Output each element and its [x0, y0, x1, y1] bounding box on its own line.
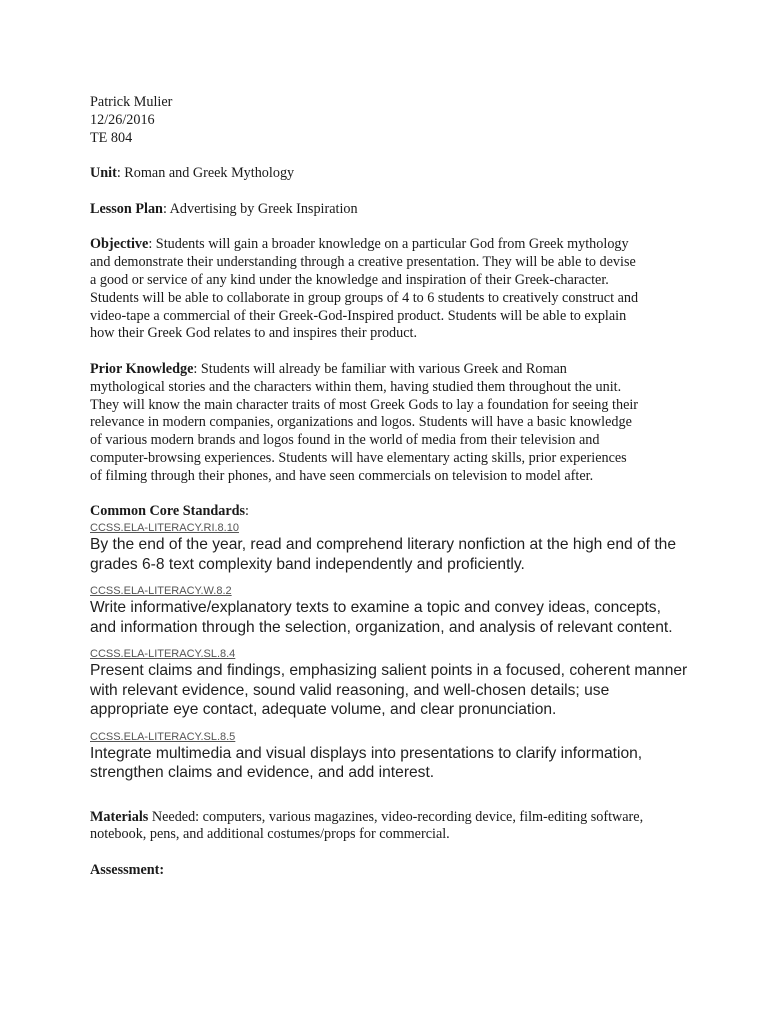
objective-text: : Students will gain a broader knowledge on a particular God from Greek mythology [148, 236, 629, 253]
objective-line [90, 236, 690, 254]
standard-item [90, 647, 690, 720]
standard-text-line: and information through the selection, organization, and analysis of relevant content. [90, 618, 673, 636]
assessment-label: Assessment: [90, 862, 165, 879]
document-page [90, 94, 690, 880]
spacer [90, 844, 690, 862]
spacer [90, 183, 690, 201]
materials-label: Materials [90, 808, 149, 825]
prior-knowledge-line: relevance in modern companies, organizations and logos. Students will have a basic knowledge [90, 414, 632, 431]
standard-description [90, 744, 690, 783]
prior-knowledge-line: They will know the main character traits of most Greek Gods to lay a foundation for seeing their [90, 396, 639, 413]
standard-code-link[interactable]: CCSS.ELA-LITERACY.W.8.2 [90, 585, 232, 598]
spacer [90, 343, 690, 361]
prior-knowledge-line: mythological stories and the characters within them, having studied them throughout the unit. [90, 378, 622, 395]
standard-code-link[interactable]: CCSS.ELA-LITERACY.SL.8.4 [90, 648, 236, 661]
standard-code-link[interactable]: CCSS.ELA-LITERACY.RI.8.10 [90, 522, 239, 535]
standard-description [90, 598, 690, 637]
standard-text-line: strengthen claims and evidence, and add interest. [90, 764, 435, 782]
objective-line: a good or service of any kind under the knowledge and inspiration of their Greek-character. [90, 271, 609, 288]
standard-code-link[interactable]: CCSS.ELA-LITERACY.SL.8.5 [90, 730, 236, 743]
objective-line: how their Greek God relates to and inspires their product. [90, 325, 418, 342]
objective-line: Students will be able to collaborate in group groups of 4 to 6 students to creatively construct and [90, 289, 639, 306]
header-block [90, 94, 690, 147]
unit-label: Unit [90, 165, 117, 182]
standard-item [90, 584, 690, 637]
prior-knowledge-text: : Students will already be familiar with various Greek and Roman [193, 360, 567, 377]
unit-line [90, 165, 690, 183]
standard-text-line: with relevant evidence, sound valid reasoning, and well-chosen details; use [90, 681, 610, 699]
standard-text-line: Write informative/explanatory texts to examine a topic and convey ideas, concepts, [90, 599, 661, 617]
standard-text-line: grades 6-8 text complexity band independently and proficiently. [90, 555, 525, 573]
standards-heading-colon: : [245, 503, 249, 520]
lesson-plan-label: Lesson Plan [90, 200, 163, 217]
objective-line: video-tape a commercial of their Greek-God-Inspired product. Students will be able to explain [90, 307, 627, 324]
materials-section [90, 809, 690, 845]
prior-knowledge-line: of various modern brands and logos found in the world of media from their television and [90, 432, 600, 449]
document-date: 12/26/2016 [90, 111, 155, 128]
materials-line: notebook, pens, and additional costumes/props for commercial. [90, 826, 450, 843]
lesson-plan-line [90, 201, 690, 219]
objective-line: and demonstrate their understanding through a creative presentation. They will be able to devise [90, 254, 636, 271]
objective-label: Objective [90, 236, 149, 253]
objective-section [90, 236, 690, 343]
spacer [90, 219, 690, 237]
standard-text-line: appropriate eye contact, adequate volume, and clear pronunciation. [90, 701, 557, 719]
spacer [90, 147, 690, 165]
standard-item [90, 730, 690, 783]
standard-text-line: By the end of the year, read and comprehend literary nonfiction at the high end of the [90, 536, 677, 554]
course-code: TE 804 [90, 129, 133, 146]
prior-knowledge-line [90, 361, 690, 379]
standards-list [90, 521, 690, 783]
prior-knowledge-label: Prior Knowledge [90, 360, 194, 377]
standards-heading [90, 503, 690, 521]
materials-text: Needed: computers, various magazines, video-recording device, film-editing software, [148, 808, 644, 825]
spacer [90, 793, 690, 809]
materials-line [90, 809, 690, 827]
standard-text-line: Present claims and findings, emphasizing salient points in a focused, coherent manner [90, 662, 688, 680]
standard-item [90, 521, 690, 574]
spacer [90, 486, 690, 504]
prior-knowledge-line: computer-browsing experiences. Students will have elementary acting skills, prior experiences [90, 449, 627, 466]
prior-knowledge-line: of filming through their phones, and have seen commercials on television to model after. [90, 467, 594, 484]
standards-heading-label: Common Core Standards [90, 503, 246, 520]
lesson-plan-value: : Advertising by Greek Inspiration [162, 200, 358, 217]
standard-text-line: Integrate multimedia and visual displays into presentations to clarify information, [90, 744, 643, 762]
author-name: Patrick Mulier [90, 94, 173, 110]
prior-knowledge-section [90, 361, 690, 486]
unit-value: : Roman and Greek Mythology [116, 165, 295, 182]
standard-description [90, 661, 690, 720]
standard-description [90, 535, 690, 574]
assessment-section [90, 862, 690, 880]
